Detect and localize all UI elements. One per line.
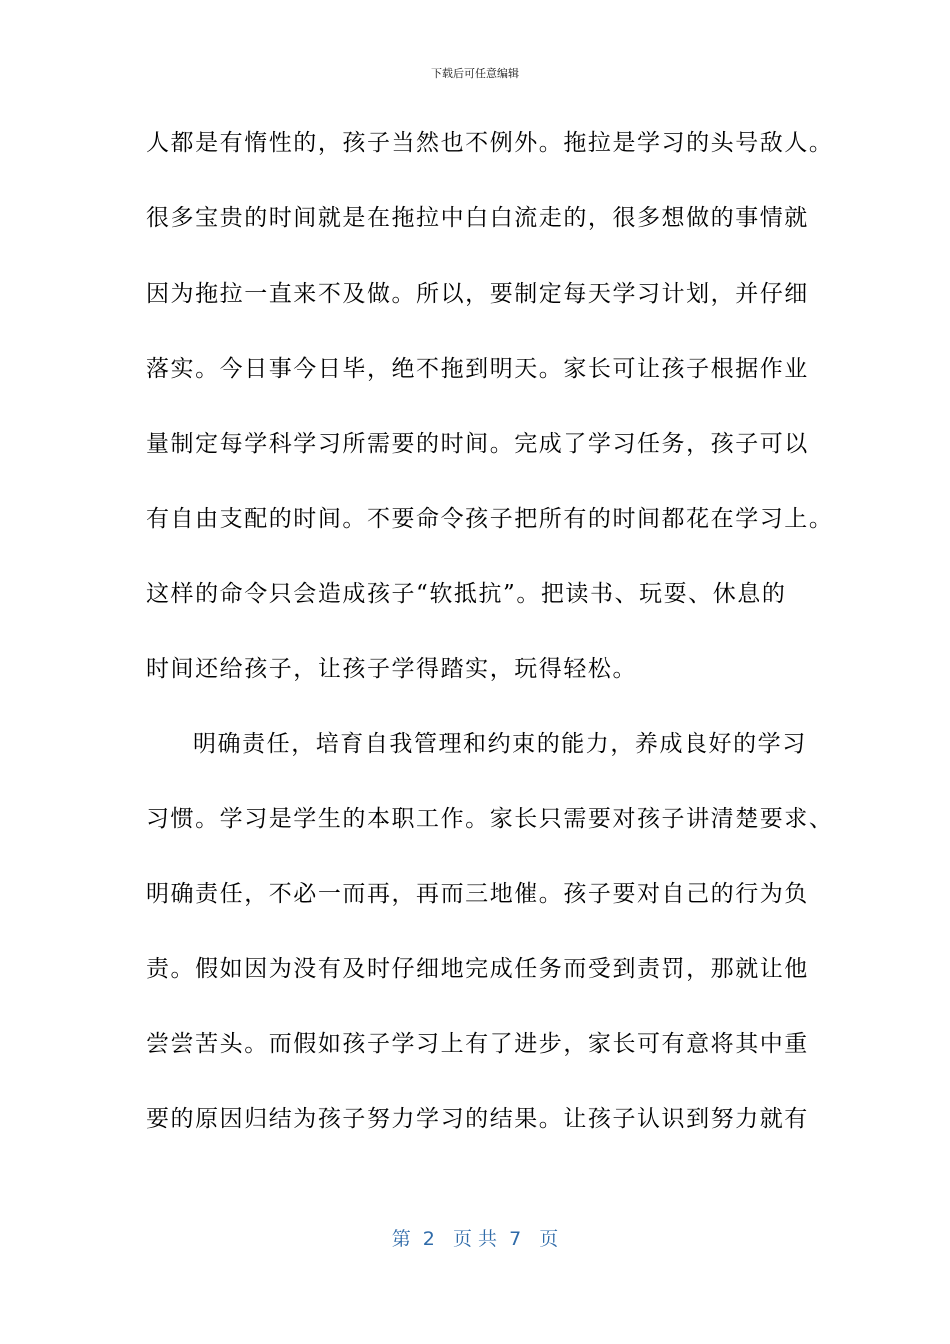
body-line: 要的原因归结为孩子努力学习的结果。让孩子认识到努力就有 (146, 1106, 809, 1132)
body-line: 这样的命令只会造成孩子“软抵抗”。把读书、玩耍、休息的 (146, 581, 787, 607)
body-line: 很多宝贵的时间就是在拖拉中白白流走的，很多想做的事情就 (146, 205, 809, 231)
body-line: 责。假如因为没有及时仔细地完成任务而受到责罚，那就让他 (146, 956, 809, 982)
page-header: 下载后可任意编辑 (431, 67, 519, 80)
body-line: 人都是有惰性的，孩子当然也不例外。拖拉是学习的头号敌人。 (146, 130, 834, 156)
body-line: 因为拖拉一直来不及做。所以，要制定每天学习计划，并仔细 (146, 281, 809, 307)
body-line: 明确责任，不必一而再，再而三地催。孩子要对自己的行为负 (146, 881, 809, 907)
body-line: 落实。今日事今日毕，绝不拖到明天。家长可让孩子根据作业 (146, 356, 809, 382)
body-line: 尝尝苦头。而假如孩子学习上有了进步，家长可有意将其中重 (146, 1031, 809, 1057)
body-line: 量制定每学科学习所需要的时间。完成了学习任务，孩子可以 (146, 431, 809, 457)
page-number-footer: 第 2 页 共 7 页 (391, 1228, 559, 1250)
paragraph-first-line: 明确责任，培育自我管理和约束的能力，养成良好的学习 (193, 731, 807, 757)
body-line: 时间还给孩子，让孩子学得踏实，玩得轻松。 (146, 656, 637, 682)
body-line: 习惯。学习是学生的本职工作。家长只需要对孩子讲清楚要求、 (146, 806, 834, 832)
body-line: 有自由支配的时间。不要命令孩子把所有的时间都花在学习上。 (146, 506, 834, 532)
